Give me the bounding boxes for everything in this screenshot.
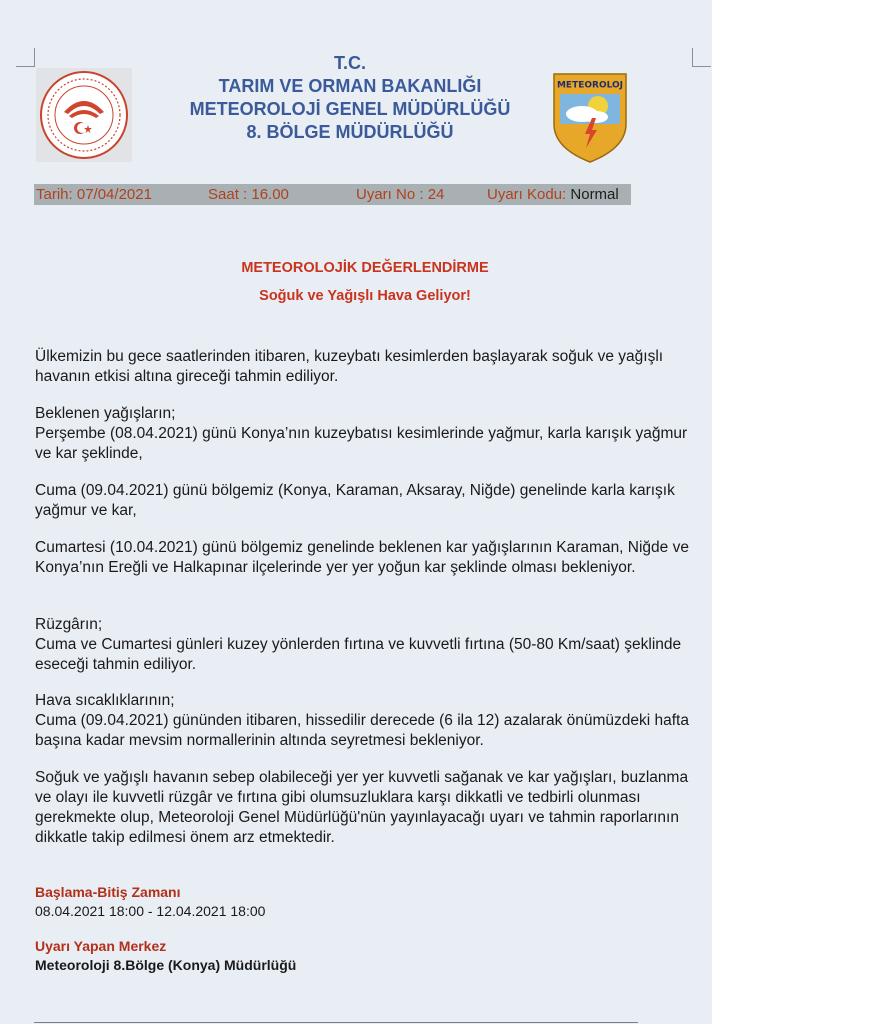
- precipitation-saturday: Cumartesi (10.04.2021) günü bölgemiz genelinde beklenen kar yağışlarının Karaman, Niğde ve Konya’nın Ereğli ve Halkapınar ilçelerinde yer yer yoğun kar şeklinde olması bekleniyor.: [35, 539, 689, 576]
- warning-number-label: Uyarı No :: [356, 186, 428, 203]
- date-label: Tarih:: [36, 186, 73, 203]
- warning-code-label: Uyarı Kodu:: [487, 186, 567, 203]
- wind-paragraph: Cuma ve Cumartesi günleri kuzey yönlerden fırtına ve kuvvetli fırtına (50-80 Km/saat) şeklinde eseceği tahmin ediliyor.: [35, 636, 682, 673]
- meteoroloji-logo-icon: [552, 72, 628, 164]
- warning-info-bar: [34, 184, 631, 205]
- evaluation-subtitle: Soğuk ve Yağışlı Hava Geliyor!: [259, 288, 471, 304]
- warning-code-value: Normal: [570, 186, 619, 203]
- evaluation-title: METEOROLOJİK DEĞERLENDİRME: [241, 260, 489, 276]
- heading-line-tc: T.C.: [333, 53, 366, 73]
- advisory-paragraph: Soğuk ve yağışlı havanın sebep olabileceği yer yer kuvvetli sağanak ve kar yağışları, buzlanma ve olayı ile kuvvetli rüzgâr ve fırtına gibi olumsuzluklara karşı dikkatli ve tedbirli olunması gerekmekte olup, Meteoroloji Genel Müdürlüğü'nün yayınlayacağı uyarı ve tahmin raporlarının dikkatle takip edilmesi önem arz etmektedir.: [35, 769, 689, 846]
- margin-corner-mark: [692, 48, 711, 67]
- heading-line-ministry: TARIM VE ORMAN BAKANLIĞI: [218, 76, 482, 96]
- precipitation-friday: Cuma (09.04.2021) günü bölgemiz (Konya, Karaman, Aksaray, Niğde) genelinde karla karışık yağmur ve kar,: [35, 482, 675, 519]
- logo-text: METEOROLOJ: [556, 80, 624, 91]
- heading-line-directorate: METEOROLOJİ GENEL MÜDÜRLÜĞÜ: [189, 99, 511, 119]
- heading-line-region: 8. BÖLGE MÜDÜRLÜĞÜ: [246, 122, 454, 142]
- time-label: Saat :: [208, 186, 252, 203]
- period-value: 08.04.2021 18:00 - 12.04.2021 18:00: [35, 903, 266, 919]
- temperature-paragraph: Cuma (09.04.2021) gününden itibaren, hissedilir derecede (6 ila 12) azalarak önümüzdeki hafta başına kadar mevsim normallerinin altında seyretmesi bekleniyor.: [35, 712, 689, 749]
- period-label: Başlama-Bitiş Zamanı: [35, 884, 181, 900]
- issuing-center-value: Meteoroloji 8.Bölge (Konya) Müdürlüğü: [35, 957, 297, 973]
- precipitation-thursday: Perşembe (08.04.2021) günü Konya’nın kuzeybatısı kesimlerinde yağmur, karla karışık yağmur ve kar şeklinde,: [35, 425, 688, 462]
- page-divider: [34, 1022, 638, 1023]
- ministry-seal-icon: [36, 68, 132, 162]
- date-value: 07/04/2021: [76, 186, 152, 203]
- temperature-heading: Hava sıcaklıklarının;: [35, 692, 175, 709]
- wind-heading: Rüzgârın;: [35, 616, 103, 633]
- precipitation-heading: Beklenen yağışların;: [35, 405, 176, 422]
- intro-paragraph: Ülkemizin bu gece saatlerinden itibaren, kuzeybatı kesimlerden başlayarak soğuk ve yağışlı havanın etkisi altına gireceği tahmin ediliyor.: [35, 348, 664, 385]
- document-heading: [160, 52, 540, 144]
- margin-corner-mark: [16, 48, 35, 67]
- time-value: 16.00: [251, 186, 289, 203]
- issuing-center-label: Uyarı Yapan Merkez: [35, 938, 167, 954]
- warning-number-value: 24: [427, 186, 445, 203]
